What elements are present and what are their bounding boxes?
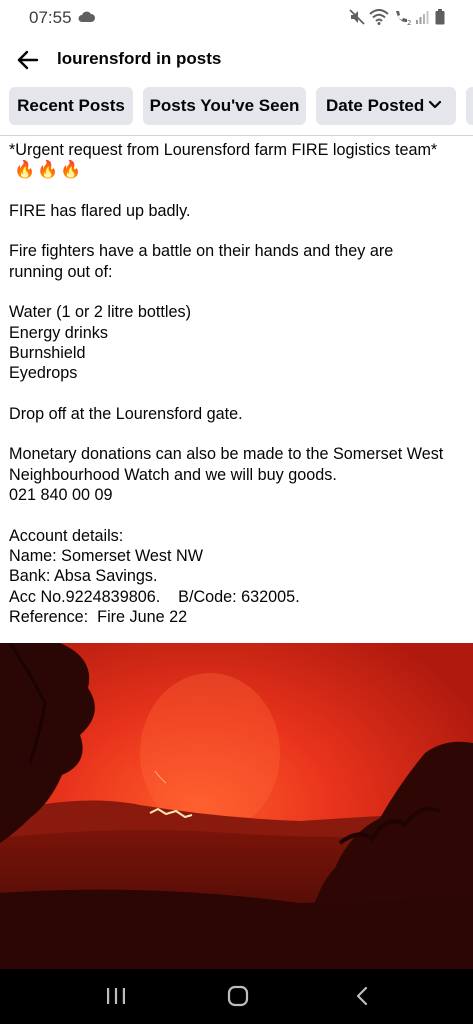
post-gap (9, 424, 469, 444)
recent-posts-filter[interactable] (9, 87, 133, 125)
fire-emoji-line: 🔥🔥🔥 (14, 160, 84, 180)
navigation-bar (0, 969, 473, 1024)
post-gap (9, 181, 469, 201)
filter-bar (0, 87, 473, 127)
recent-posts-label: Recent Posts (17, 96, 125, 115)
post-line: Fire fighters have a battle on their hands and they are (9, 242, 394, 261)
post-line: Reference: Fire June 22 (9, 607, 188, 626)
back-icon[interactable] (351, 985, 375, 1007)
post-line: Neighbourhood Watch and we will buy goods. (9, 465, 337, 484)
chevron-down-icon (429, 100, 441, 110)
posts-seen-filter[interactable] (143, 87, 306, 125)
post-gap (9, 384, 469, 404)
back-button[interactable] (12, 46, 42, 74)
post-line: running out of: (9, 262, 113, 281)
post-line: Drop off at the Lourensford gate. (9, 404, 243, 423)
post-line: Account details: (9, 526, 124, 545)
posts-seen-label: Posts You've Seen (149, 96, 300, 115)
post-line: Monetary donations can also be made to the Somerset West (9, 445, 444, 464)
cloud-icon (78, 11, 95, 22)
more-filter-chip[interactable] (466, 87, 473, 125)
post-line: Burnshield (9, 343, 86, 362)
post-line: Eyedrops (9, 364, 78, 383)
post-line: FIRE has flared up badly. (9, 201, 191, 220)
status-bar (0, 0, 473, 36)
wildfire-photo (0, 643, 473, 969)
wifi-calling-icon (393, 9, 413, 25)
post-body (9, 140, 469, 627)
home-icon[interactable] (226, 985, 250, 1007)
date-posted-label: Date Posted (326, 96, 425, 115)
post-line: Acc No.9224839806. B/Code: 632005. (9, 587, 300, 606)
divider (0, 135, 473, 136)
post-line: Water (1 or 2 litre bottles) (9, 303, 192, 322)
post-line: Bank: Absa Savings. (9, 567, 158, 586)
recent-apps-icon[interactable] (104, 985, 128, 1007)
post-gap (9, 221, 469, 241)
wifi-icon (369, 9, 389, 25)
phone-number[interactable]: 021 840 00 09 (9, 486, 113, 505)
post-gap (9, 505, 469, 525)
signal-icon (415, 9, 429, 25)
arrow-left-icon (15, 47, 41, 73)
header (0, 36, 473, 84)
post-gap (9, 282, 469, 302)
status-icons (349, 9, 449, 27)
post-image[interactable] (0, 643, 473, 969)
post-line: *Urgent request from Lourensford farm FIRE logistics team* (9, 141, 438, 159)
mute-icon (349, 9, 365, 25)
post-line: Name: Somerset West NW (9, 546, 203, 565)
status-time: 07:55 (29, 8, 72, 27)
svg-text:2: 2 (407, 19, 412, 25)
battery-icon (435, 9, 445, 25)
page-title: lourensford in posts (57, 49, 222, 68)
date-posted-filter[interactable] (316, 87, 456, 125)
post-line: Energy drinks (9, 323, 108, 342)
